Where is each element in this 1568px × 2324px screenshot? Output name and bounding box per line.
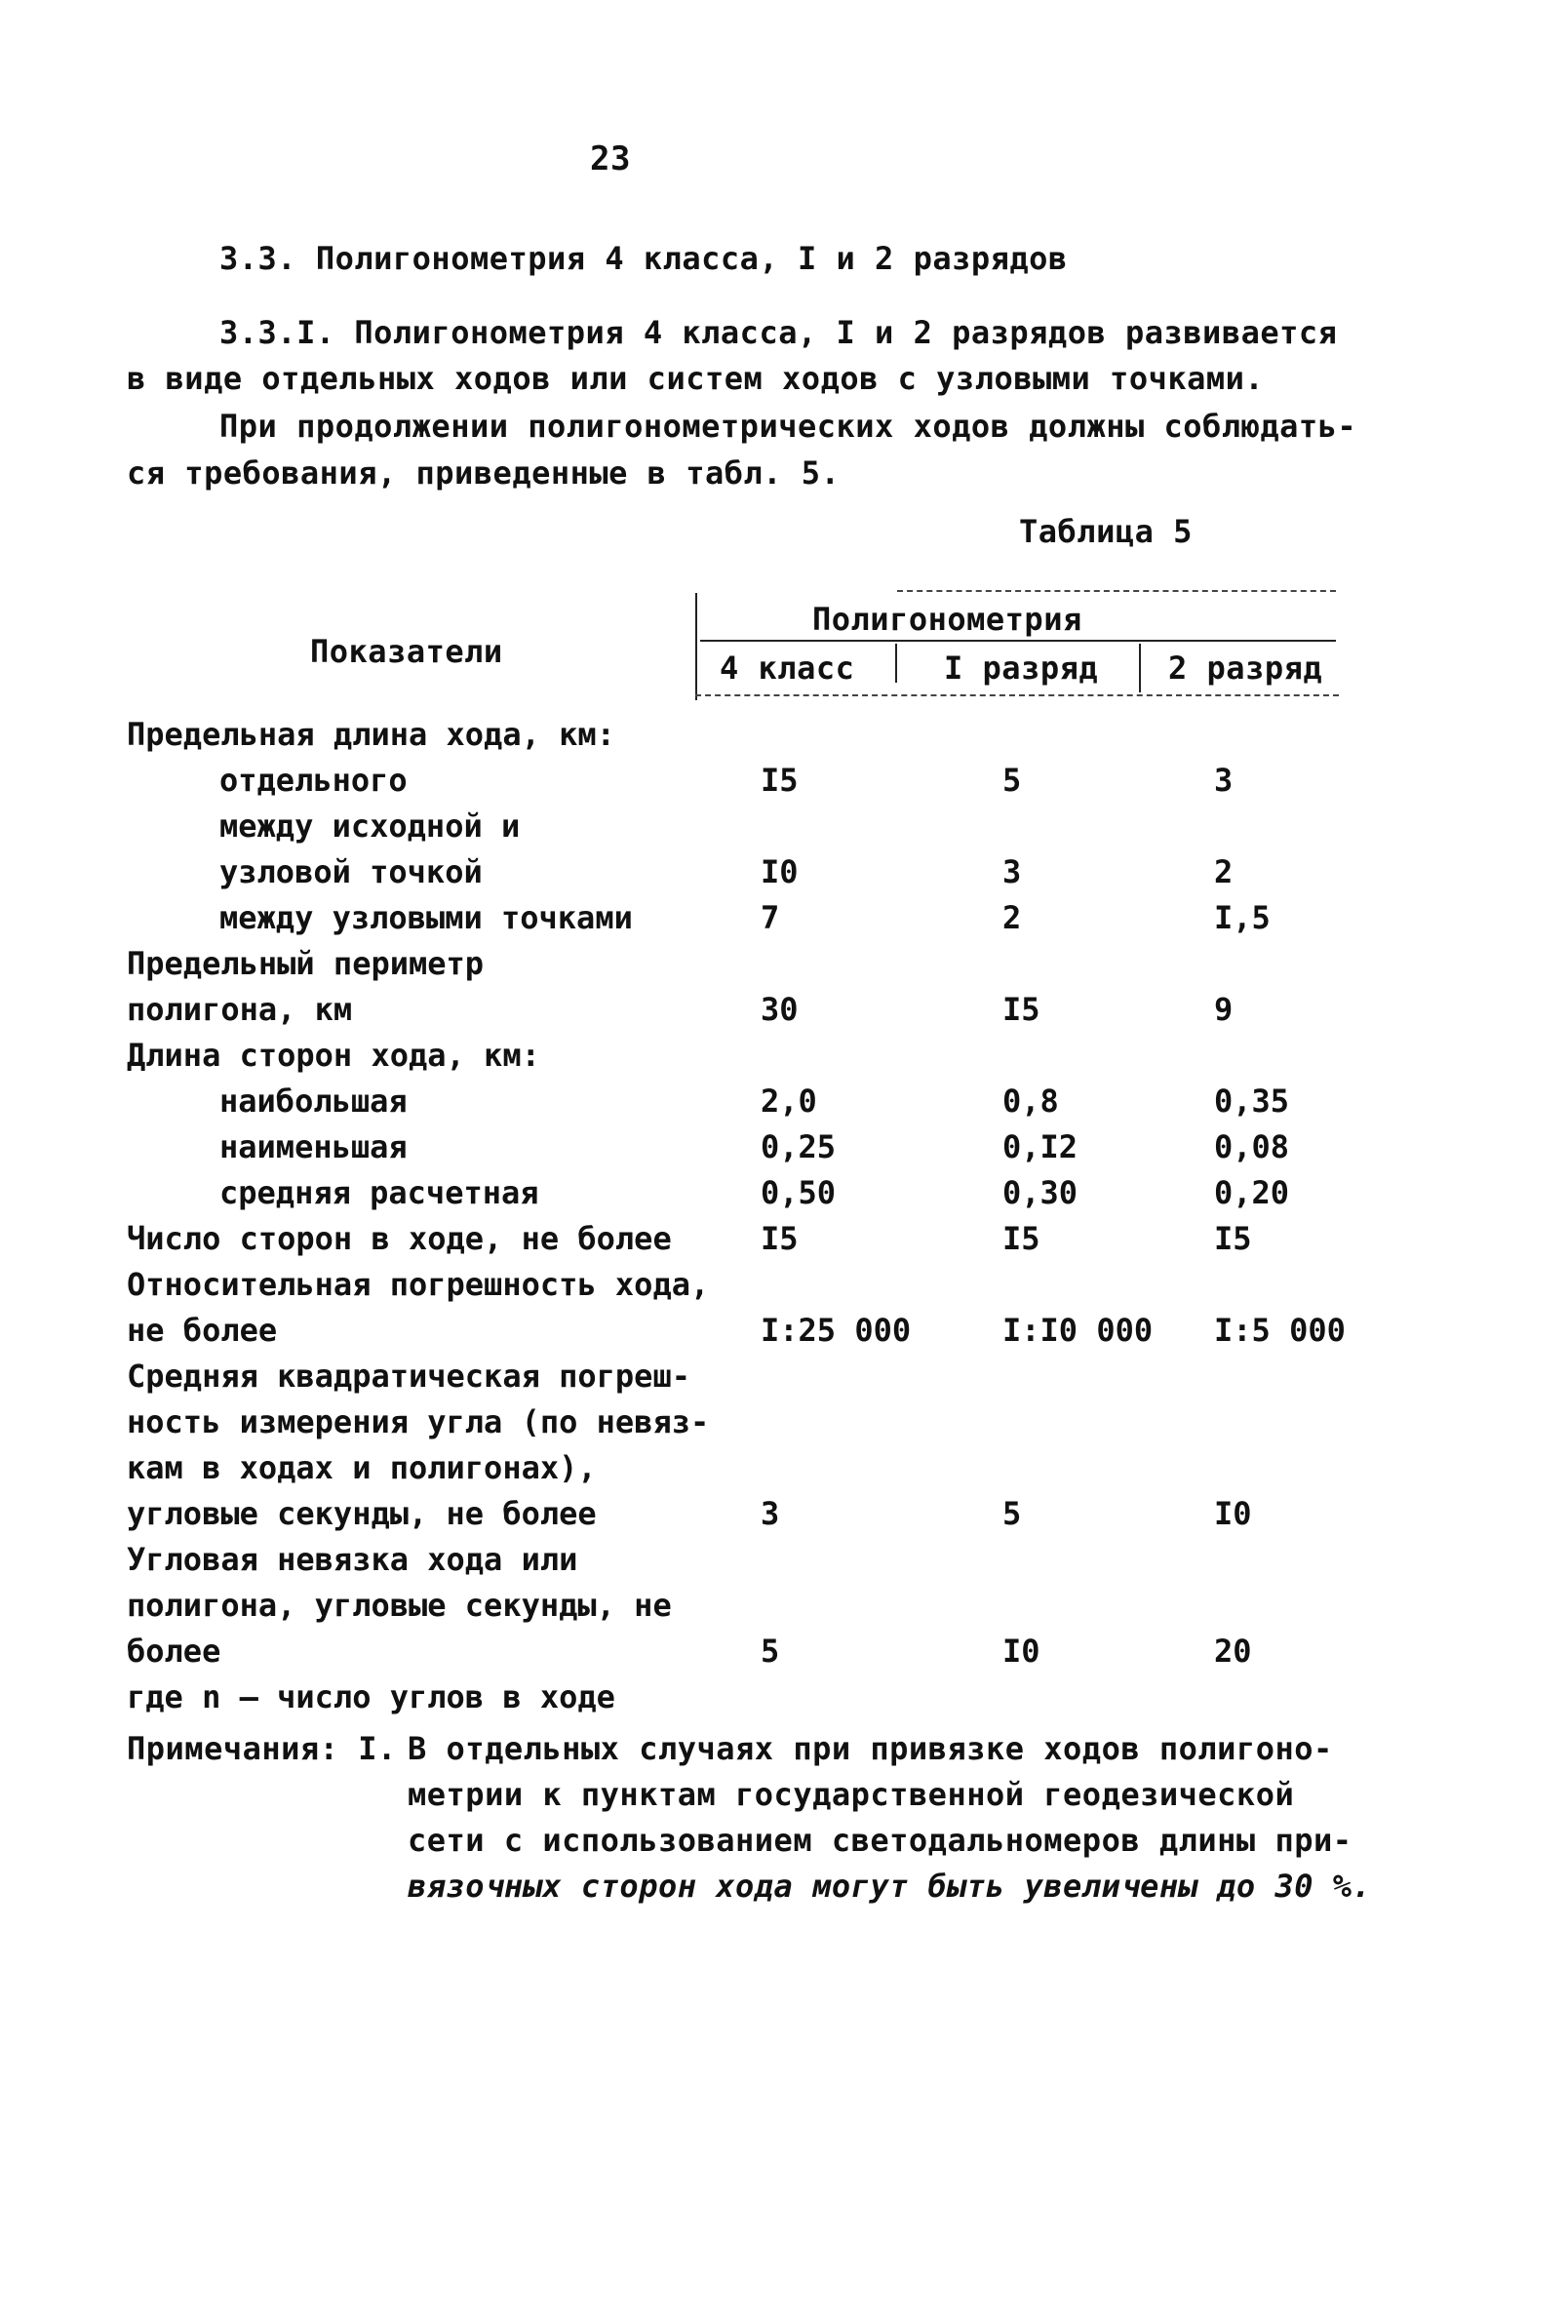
column-header-rank2: 2 разряд: [1168, 650, 1323, 687]
table-row-label: наименьшая: [219, 1128, 408, 1165]
column-divider: [1139, 644, 1141, 692]
table-cell-rank1: I5: [1002, 991, 1040, 1028]
table-cell-rank2: I,5: [1214, 899, 1271, 936]
table-cell-rank1: 2: [1002, 899, 1022, 936]
table-row-label: более: [127, 1633, 221, 1670]
table-cell-class4: I:25 000: [761, 1312, 912, 1349]
table-row-label: ность измерения угла (по невяз-: [127, 1403, 710, 1440]
table-cell-rank2: 20: [1214, 1633, 1252, 1670]
table-caption: Таблица 5: [1019, 513, 1193, 550]
table-cell-class4: 30: [761, 991, 799, 1028]
table-cell-class4: I5: [761, 762, 799, 799]
table-cell-class4: 2,0: [761, 1083, 817, 1120]
paragraph-line: При продолжении полигонометрических ходов должны соблюдать-: [219, 408, 1357, 445]
table-cell-rank2: 2: [1214, 853, 1234, 890]
column-divider: [895, 644, 897, 683]
table-row-label: не более: [127, 1312, 278, 1349]
table-cell-rank2: I:5 000: [1214, 1312, 1346, 1349]
table-cell-class4: I5: [761, 1220, 799, 1257]
table-cell-rank2: 0,08: [1214, 1128, 1290, 1165]
table-cell-rank1: 3: [1002, 853, 1022, 890]
table-row-label: Число сторон в ходе, не более: [127, 1220, 672, 1257]
table-cell-rank2: 0,20: [1214, 1174, 1290, 1211]
table-header-bottom-rule: [695, 694, 1339, 696]
table-cell-rank2: I0: [1214, 1495, 1252, 1532]
table-row-label: между узловыми точками: [219, 899, 633, 936]
paragraph-line: 3.3.I. Полигонометрия 4 класса, I и 2 разрядов развивается: [219, 314, 1338, 351]
table-cell-rank1: 0,30: [1002, 1174, 1078, 1211]
table-cell-rank1: 5: [1002, 762, 1022, 799]
column-header-rank1: I разряд: [944, 650, 1099, 687]
table-cell-class4: 3: [761, 1495, 780, 1532]
paragraph-line: в виде отдельных ходов или систем ходов с узловыми точками.: [127, 360, 1265, 397]
table-row-label: полигона, угловые секунды, не: [127, 1587, 672, 1624]
table-cell-rank1: I5: [1002, 1220, 1040, 1257]
section-title: 3.3. Полигонометрия 4 класса, I и 2 разрядов: [219, 240, 1068, 277]
table-cell-rank2: I5: [1214, 1220, 1252, 1257]
note-line: метрии к пунктам государственной геодезической: [408, 1776, 1295, 1813]
table-row-label: наибольшая: [219, 1083, 408, 1120]
note-line: вязочных сторон хода могут быть увеличены до 30 %.: [408, 1868, 1372, 1905]
table-cell-rank1: 0,I2: [1002, 1128, 1078, 1165]
table-row-label: Предельный периметр: [127, 945, 485, 982]
table-cell-rank2: 0,35: [1214, 1083, 1290, 1120]
column-header-indicator: Показатели: [310, 633, 503, 670]
table-cell-class4: 5: [761, 1633, 780, 1670]
table-cell-class4: I0: [761, 853, 799, 890]
table-cell-class4: 0,50: [761, 1174, 837, 1211]
note-line: В отдельных случаях при привязке ходов полигоно-: [408, 1730, 1333, 1767]
paragraph-line: ся требования, приведенные в табл. 5.: [127, 454, 841, 492]
table-cell-class4: 7: [761, 899, 780, 936]
table-cell-rank2: 3: [1214, 762, 1234, 799]
table-row-label: Средняя квадратическая погреш-: [127, 1358, 690, 1395]
table-row-label: Предельная длина хода, км:: [127, 716, 615, 753]
page-number: 23: [590, 139, 631, 178]
table-cell-rank1: 0,8: [1002, 1083, 1059, 1120]
note-line: сети с использованием светодальномеров длины при-: [408, 1822, 1352, 1859]
note-label: Примечания: I.: [127, 1730, 397, 1767]
table-cell-rank1: 5: [1002, 1495, 1022, 1532]
table-row-label: полигона, км: [127, 991, 353, 1028]
table-cell-class4: 0,25: [761, 1128, 837, 1165]
table-row-label: узловой точкой: [219, 853, 483, 890]
table-cell-rank2: 9: [1214, 991, 1234, 1028]
table-row-label: Относительная погрешность хода,: [127, 1266, 710, 1303]
table-cell-rank1: I:I0 000: [1002, 1312, 1154, 1349]
table-header-top-rule: [897, 590, 1336, 592]
table-cell-rank1: I0: [1002, 1633, 1040, 1670]
column-header-class4: 4 класс: [720, 650, 855, 687]
table-row-label: Угловая невязка хода или: [127, 1541, 578, 1578]
table-row-label: Длина сторон хода, км:: [127, 1037, 540, 1074]
table-header-divider: [695, 593, 697, 700]
table-row-label: отдельного: [219, 762, 408, 799]
table-row-label: средняя расчетная: [219, 1174, 539, 1211]
table-row-label: где n – число углов в ходе: [127, 1678, 615, 1715]
table-row-label: между исходной и: [219, 807, 521, 845]
table-row-label: кам в ходах и полигонах),: [127, 1449, 597, 1486]
group-header-rule: [700, 640, 1336, 642]
group-header-polygonometry: Полигонометрия: [812, 601, 1082, 638]
table-row-label: угловые секунды, не более: [127, 1495, 597, 1532]
